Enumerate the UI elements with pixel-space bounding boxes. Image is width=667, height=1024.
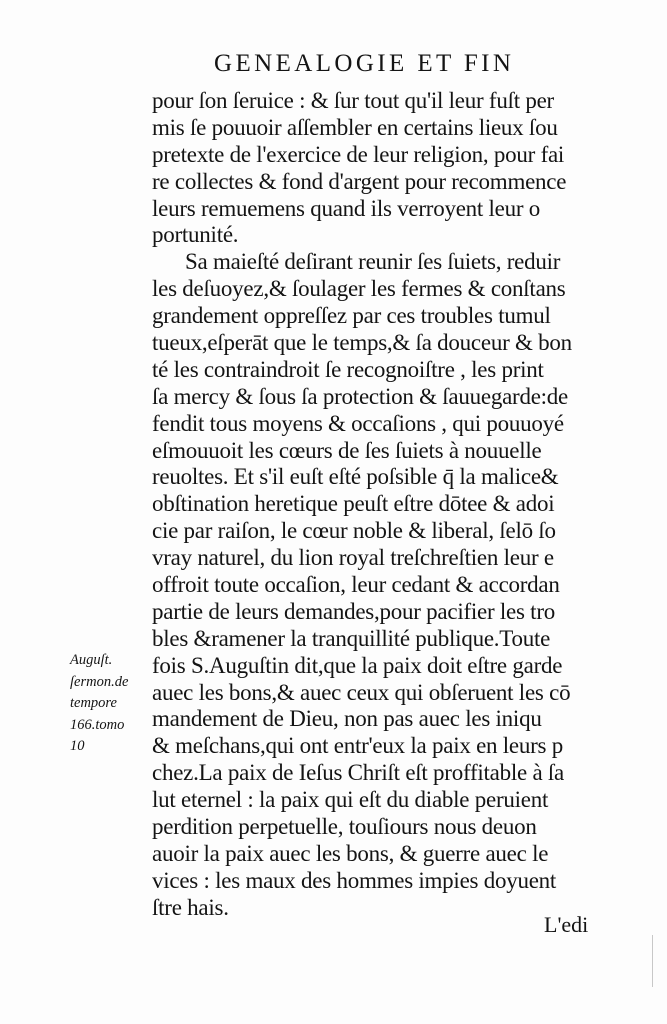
text-line: ſa mercy & ſous ſa protection & ſauuegarde:de xyxy=(152,383,569,409)
text-line: leurs remuemens quand ils verroyent leur o xyxy=(152,195,541,221)
text-line: mis ſe pouuoir aſſembler en certains lieux ſou xyxy=(152,114,558,140)
text-line: pour ſon ſeruice : & ſur tout qu'il leur fuſt per xyxy=(152,88,554,113)
text-line: grandement oppreſſez par ces troubles tumul xyxy=(152,303,551,329)
text-line: Sa maieſté deſirant reunir ſes ſuiets, reduir xyxy=(185,249,561,275)
text-line: vices : les maux des hommes impies doyuent xyxy=(152,867,557,893)
text-line: partie de leurs demandes,pour pacifier les tro xyxy=(152,598,555,624)
text-line: reuoltes. Et s'il euſt eſté poſsible q̄ la malice& xyxy=(152,464,559,490)
text-line: & meſchans,qui ont entr'eux la paix en leurs p xyxy=(152,733,564,759)
margin-note-line: 166.tomo xyxy=(70,716,125,733)
body-text xyxy=(152,88,667,922)
text-line: portunité. xyxy=(152,222,239,248)
page-edge-mark xyxy=(652,935,653,987)
margin-note-line: tempore xyxy=(70,695,117,711)
margin-note-line: ſermon.de xyxy=(70,673,129,690)
text-line: ſtre hais. xyxy=(152,894,229,920)
text-line: vray naturel, du lion royal treſchreſtien leur e xyxy=(152,545,554,571)
catchword: L'edi xyxy=(544,912,589,937)
text-line: eſmouuoit les cœurs de ſes ſuiets à nouuelle xyxy=(152,437,542,463)
text-line: auec les bons,& auec ceux qui obſeruent les cō xyxy=(152,679,571,705)
text-line: lut eternel : la paix qui eſt du diable peruient xyxy=(152,787,549,813)
text-line: re collectes & fond d'argent pour recommence xyxy=(152,168,567,194)
text-line: auoir la paix auec les bons, & guerre auec le xyxy=(152,840,549,866)
running-head: GENEALOGIE ET FIN xyxy=(214,50,515,77)
text-line: offroit toute occaſion, leur cedant & accordan xyxy=(152,572,560,598)
text-line: cie par raiſon, le cœur noble & liberal, ſelō ſo xyxy=(152,518,556,544)
text-line: obſtination heretique peuſt eſtre dōtee & adoi xyxy=(152,491,555,517)
text-line: tueux,eſperāt que le temps,& ſa douceur & bon xyxy=(152,330,572,356)
text-line: fois S.Auguſtin dit,que la paix doit eſtre garde xyxy=(152,652,563,678)
margin-note xyxy=(70,650,154,758)
text-line: chez.La paix de Ieſus Chriſt eſt proffitable à ſa xyxy=(152,760,565,786)
text-line: bles &ramener la tranquillité publique.Toute xyxy=(152,625,551,651)
text-line: fendit tous moyens & occaſions , qui pouuoyé xyxy=(152,410,564,436)
margin-note-line: Auguſt. xyxy=(70,652,113,668)
text-line: mandement de Dieu, non pas auec les iniqu xyxy=(152,706,542,732)
text-line: les deſuoyez,& ſoulager les fermes & conſtans xyxy=(152,276,566,302)
margin-note-line: 10 xyxy=(70,738,85,754)
text-line: té les contraindroit ſe recognoiſtre , les print xyxy=(152,356,544,382)
text-line: pretexte de l'exercice de leur religion, pour fai xyxy=(152,141,565,167)
text-line: perdition perpetuelle, touſiours nous deuon xyxy=(152,814,537,840)
